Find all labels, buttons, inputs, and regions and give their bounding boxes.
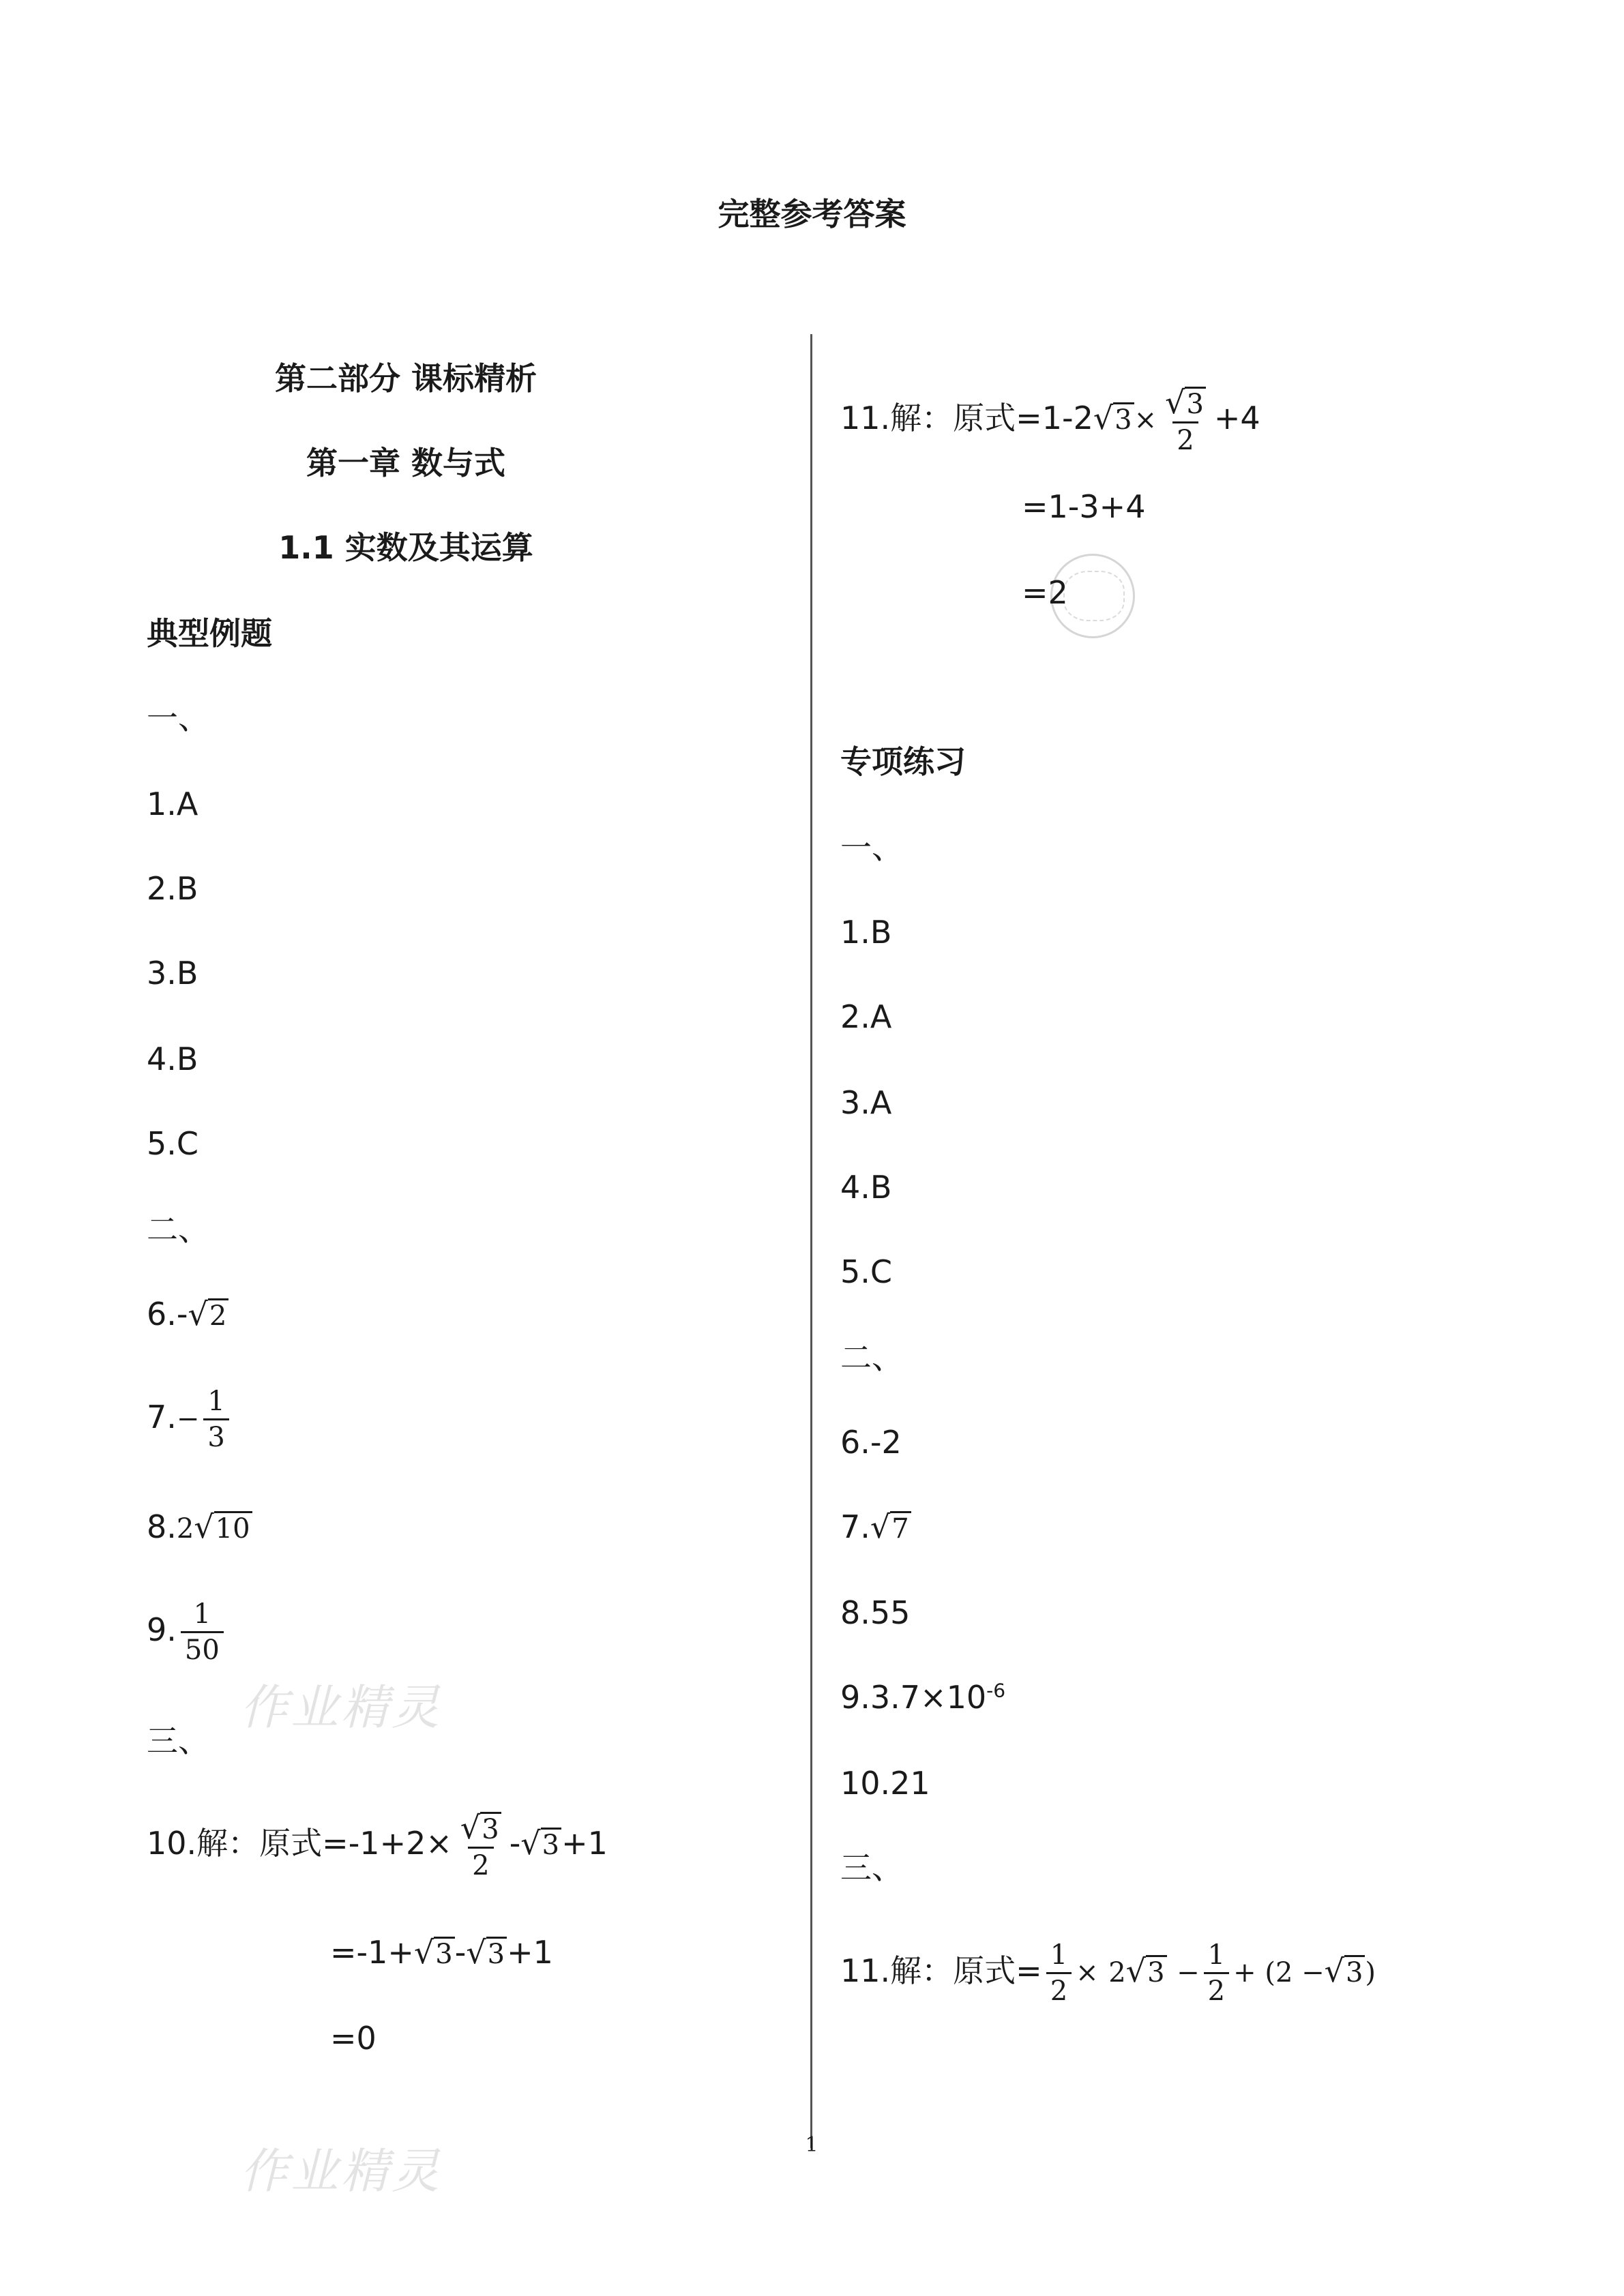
fraction — [456, 1811, 505, 1880]
page-title: 完整参考答案 — [718, 196, 906, 233]
solution-text: =-1+ — [330, 1934, 414, 1971]
fraction-numerator: 1 — [193, 1598, 211, 1630]
sqrt-expression: √7 — [870, 1513, 911, 1545]
sqrt-expression: √3 — [1093, 404, 1134, 436]
radicand: 3 — [541, 1828, 561, 1861]
chapter-heading: 第一章 数与式 — [306, 445, 505, 481]
fraction-numerator: 1 — [1207, 1939, 1226, 1971]
answer-item-9 — [840, 1679, 1006, 1716]
fraction-denominator: 2 — [468, 1847, 493, 1880]
answer-item: 8.55 — [840, 1594, 911, 1631]
answer-item: 2.B — [147, 870, 198, 907]
answer-item: 3.A — [840, 1084, 892, 1121]
fraction-denominator: 2 — [1172, 421, 1198, 455]
part-heading: 第二部分 课标精析 — [274, 360, 537, 397]
radicand: 3 — [1113, 402, 1134, 436]
group-label: 一、 — [840, 829, 903, 866]
group-label: 三、 — [840, 1849, 903, 1886]
solution-text: +1 — [507, 1934, 553, 1971]
operator: ) — [1365, 1957, 1376, 1988]
answer-item-7 — [147, 1387, 233, 1452]
subsection-heading: 典型例题 — [147, 615, 272, 652]
solution-11-example-line-2: =1-3+4 — [1022, 488, 1146, 525]
radicand: 2 — [208, 1298, 228, 1332]
answer-item: 1.B — [840, 914, 892, 951]
answer-label: 7. — [147, 1399, 177, 1435]
answer-label: 9. — [147, 1611, 177, 1648]
fraction-denominator: 50 — [181, 1631, 224, 1665]
answer-item: 2.A — [840, 998, 892, 1035]
exponent: -6 — [986, 1679, 1006, 1702]
operator: + (2 − — [1233, 1957, 1325, 1988]
answer-item: 1.A — [147, 786, 198, 822]
solution-text: +4 — [1213, 400, 1260, 437]
answer-item-6 — [147, 1298, 228, 1330]
radicand: 10 — [214, 1511, 252, 1545]
solution-text: 11.解：原式= — [840, 1952, 1042, 1989]
answer-label: 7. — [840, 1508, 870, 1545]
answer-item-7 — [840, 1508, 911, 1545]
solution-11-example-line-1 — [840, 386, 1260, 455]
solution-10-line-3: =0 — [330, 2020, 377, 2057]
answer-label: 6.- — [147, 1296, 188, 1332]
fraction-denominator: 2 — [1046, 1972, 1072, 2006]
answer-item: 10.21 — [840, 1765, 930, 1802]
answer-item: 5.C — [840, 1253, 893, 1290]
fraction-numerator: 1 — [1050, 1939, 1068, 1971]
fraction-denominator: 2 — [1204, 1972, 1229, 2006]
radicand: 3 — [434, 1937, 454, 1970]
group-label: 二、 — [840, 1339, 903, 1376]
operator: − — [1177, 1957, 1200, 1988]
group-label: 一、 — [147, 700, 209, 736]
answer-item: 4.B — [840, 1169, 892, 1206]
radicand: 3 — [1185, 387, 1205, 420]
column-divider — [810, 334, 812, 2148]
answer-item-9 — [147, 1600, 228, 1665]
operator: × — [1134, 404, 1157, 436]
sqrt-expression: √10 — [194, 1513, 252, 1545]
operator: - — [454, 1934, 467, 1971]
operator: - — [509, 1825, 521, 1862]
watermark-text: 作业精灵 — [240, 1680, 442, 1735]
sqrt-expression: √3 — [520, 1830, 561, 1861]
sqrt-expression: √3 — [1325, 1957, 1365, 1988]
answer-item: 3.B — [147, 955, 198, 992]
solution-10-line-1 — [147, 1811, 608, 1880]
coefficient: 2 — [1108, 1957, 1126, 1988]
group-label: 三、 — [147, 1723, 209, 1759]
page-number: 1 — [805, 2133, 818, 2157]
radicand: 3 — [480, 1812, 501, 1845]
answer-item-8 — [147, 1508, 252, 1545]
operator: × — [1076, 1957, 1099, 1988]
sqrt-expression: √3 — [466, 1939, 507, 1970]
coefficient: 2 — [176, 1513, 194, 1545]
sqrt-expression: √3 — [414, 1939, 455, 1970]
radicand: 3 — [1146, 1955, 1166, 1988]
solution-11-example-line-3: =2 — [1022, 574, 1068, 611]
fraction-numerator: √3 — [456, 1811, 505, 1847]
stamp-inner — [1063, 571, 1125, 621]
sqrt-expression: √3 — [1126, 1957, 1167, 1988]
fraction-denominator: 3 — [203, 1418, 228, 1452]
fraction — [1204, 1941, 1229, 2006]
answer-item: 4.B — [147, 1041, 198, 1077]
fraction — [1046, 1941, 1072, 2006]
fraction-numerator: √3 — [1161, 386, 1210, 421]
answer-item: 5.C — [147, 1125, 199, 1162]
section-heading: 1.1 实数及其运算 — [278, 529, 533, 566]
answer-label: 9.3.7×10 — [840, 1679, 987, 1716]
solution-11-line-1 — [840, 1941, 1376, 2006]
fraction — [203, 1387, 228, 1452]
solution-10-line-2 — [330, 1934, 553, 1971]
answer-item: 6.-2 — [840, 1424, 902, 1461]
group-label: 二、 — [147, 1211, 209, 1248]
sqrt-expression: √2 — [188, 1300, 229, 1332]
fraction-numerator: 1 — [207, 1386, 225, 1417]
radicand: 3 — [1344, 1955, 1365, 1988]
solution-text: +1 — [561, 1825, 608, 1862]
fraction — [181, 1600, 224, 1665]
minus-sign: − — [176, 1403, 200, 1435]
radicand: 3 — [486, 1937, 507, 1970]
subsection-heading: 专项练习 — [840, 743, 966, 780]
solution-text: 10.解：原式=-1+2× — [147, 1825, 452, 1862]
radicand: 7 — [890, 1511, 911, 1545]
solution-text: 11.解：原式=1-2 — [840, 400, 1093, 437]
fraction — [1161, 386, 1210, 455]
watermark-text: 作业精灵 — [240, 2143, 442, 2199]
answer-label: 8. — [147, 1508, 177, 1545]
